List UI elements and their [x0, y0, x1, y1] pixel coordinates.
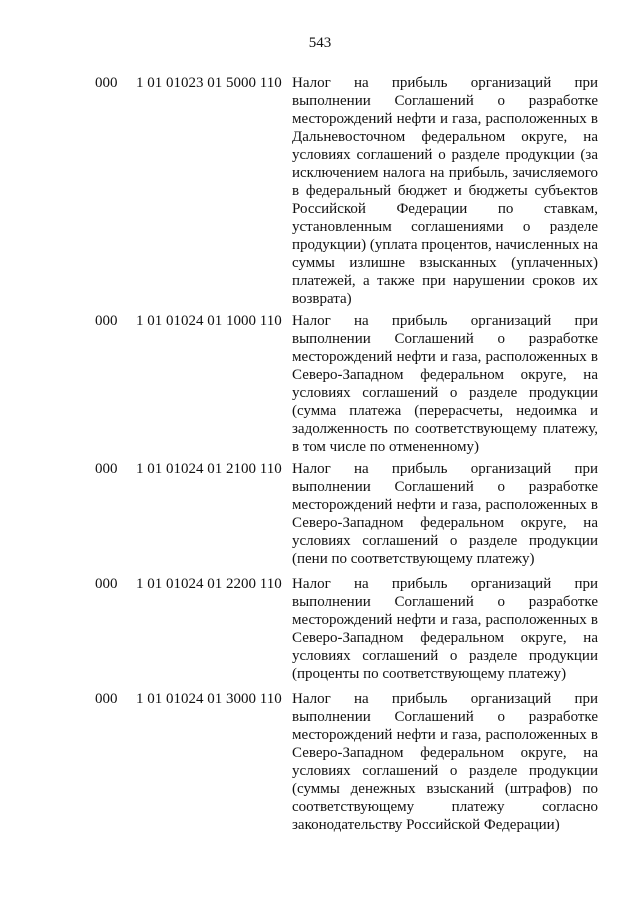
- administrator-code: 000: [95, 313, 118, 329]
- budget-classification-code: 1 01 01024 01 1000 110: [136, 313, 282, 329]
- budget-classification-code: 1 01 01024 01 3000 110: [136, 691, 282, 707]
- budget-classification-code: 1 01 01024 01 2100 110: [136, 461, 282, 477]
- revenue-description: Налог на прибыль организаций при выполнении Соглашений о разработке месторождений нефти и газа, расположенных в Северо-Западном федеральном округе, на условиях соглашений о разделе продукции (пени по соответствующему платежу): [292, 461, 598, 567]
- administrator-code: 000: [95, 691, 118, 707]
- budget-classification-code: 1 01 01024 01 2200 110: [136, 576, 282, 592]
- page-number: 543: [308, 35, 332, 51]
- revenue-description: Налог на прибыль организаций при выполнении Соглашений о разработке месторождений нефти и газа, расположенных в Северо-Западном федеральном округе, на условиях соглашений о разделе продукции (суммы денежных взысканий (штрафов) по соответствующему платежу согласно законодательству Российской Федерации): [292, 691, 598, 833]
- revenue-description: Налог на прибыль организаций при выполнении Соглашений о разработке месторождений нефти и газа, расположенных в Дальневосточном федеральном округе, на условиях соглашений о разделе продукции (за исключением налога на прибыль, зачисляемого в федеральный бюджет и бюджеты субъектов Российской Федерации по ставкам, установленным соглашениями о разделе продукции) (уплата процентов, начисленных на суммы излишне взысканных (уплаченных) платежей, а также при нарушении сроков их возврата): [292, 75, 598, 307]
- administrator-code: 000: [95, 461, 118, 477]
- administrator-code: 000: [95, 576, 118, 592]
- revenue-description: Налог на прибыль организаций при выполнении Соглашений о разработке месторождений нефти и газа, расположенных в Северо-Западном федеральном округе, на условиях соглашений о разделе продукции (сумма платежа (перерасчеты, недоимка и задолженность по соответствующему платежу, в том числе по отмененному): [292, 313, 598, 455]
- budget-classification-code: 1 01 01023 01 5000 110: [136, 75, 282, 91]
- revenue-description: Налог на прибыль организаций при выполнении Соглашений о разработке месторождений нефти и газа, расположенных в Северо-Западном федеральном округе, на условиях соглашений о разделе продукции (проценты по соответствующему платежу): [292, 576, 598, 682]
- administrator-code: 000: [95, 75, 118, 91]
